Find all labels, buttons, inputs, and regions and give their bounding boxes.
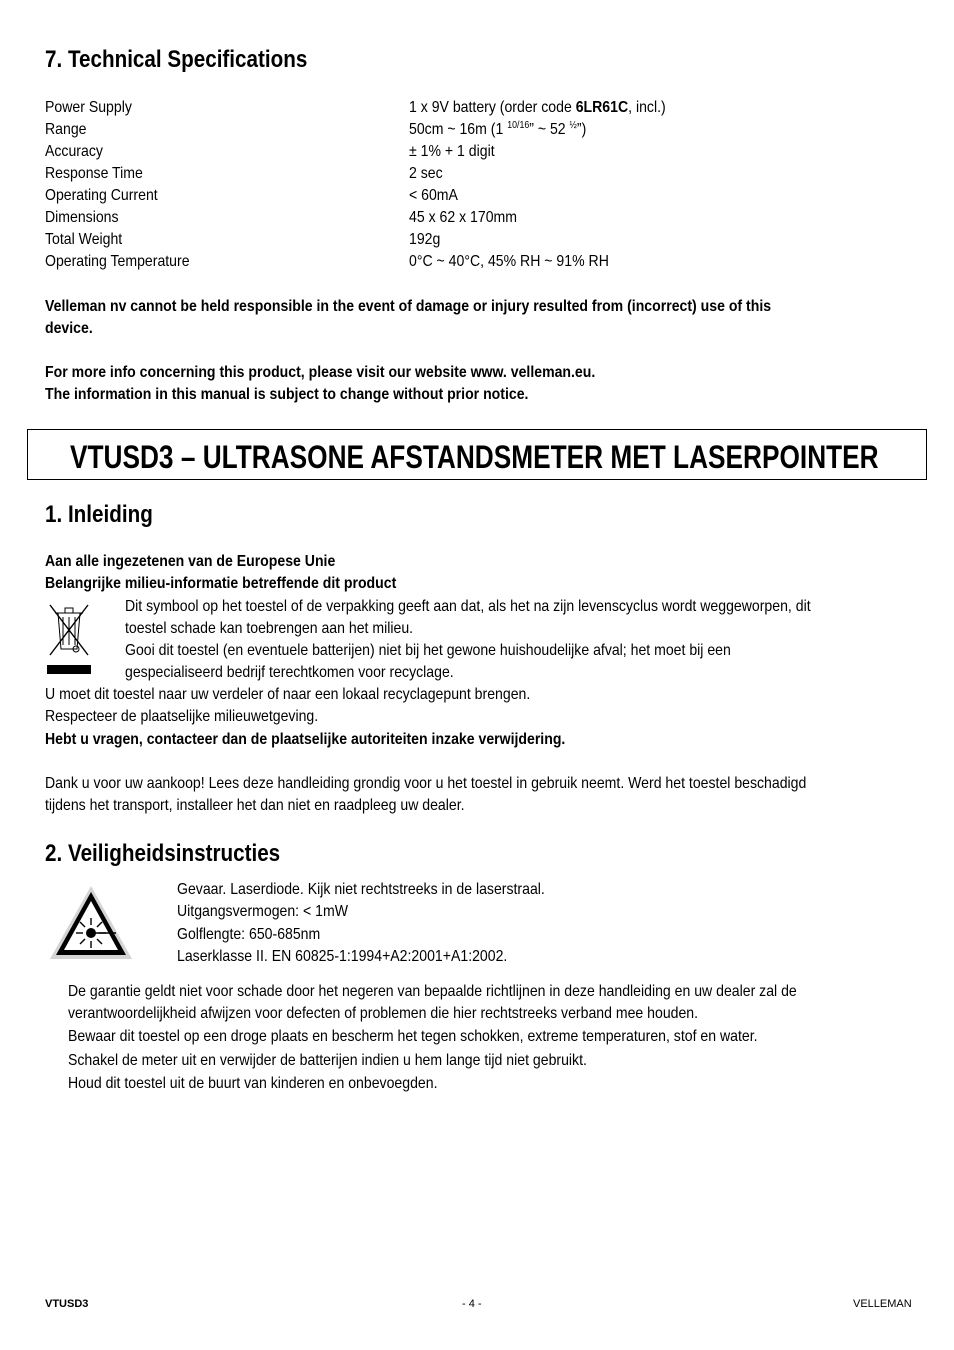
- laser-info-line: Laserklasse II. EN 60825-1:1994+A2:2001+A1:2002.: [177, 948, 508, 965]
- footer-page-number: - 4 -: [462, 1298, 482, 1310]
- disclaimer-text: Velleman nv cannot be held responsible in the event of damage or injury resulted from (incorrect) use of this: [45, 298, 772, 315]
- section-heading-technical-specifications: 7. Technical Specifications: [45, 46, 308, 73]
- disclaimer-text: device.: [45, 320, 93, 337]
- laser-info-line: Golflengte: 650-685nm: [177, 926, 321, 943]
- safety-text: Houd dit toestel uit de buurt van kinderen en onbevoegden.: [68, 1075, 438, 1092]
- thanks-text: tijdens het transport, installeer het dan niet en raadpleeg uw dealer.: [45, 797, 465, 814]
- spec-row: [45, 163, 905, 185]
- crossed-out-wheelie-bin-icon: [47, 599, 95, 677]
- spec-row: [45, 97, 905, 119]
- spec-value: 0°C ~ 40°C, 45% RH ~ 91% RH: [409, 253, 609, 270]
- info-text: For more info concerning this product, please visit our website www. velleman.eu.: [45, 364, 596, 381]
- spec-value: 50cm ~ 16m (1 $^{10/16}$” ~ 52 $^{\frac{1}{2}}$”): [409, 120, 587, 138]
- spec-label: Accuracy: [45, 143, 103, 160]
- spec-row: [45, 207, 905, 229]
- subheading: Belangrijke milieu-informatie betreffende dit product: [45, 575, 397, 592]
- footer-model: VTUSD3: [45, 1298, 89, 1310]
- spec-value: 2 sec: [409, 165, 443, 182]
- spec-value: 192g: [409, 231, 441, 248]
- spec-value: < 60mA: [409, 187, 458, 204]
- laser-warning-icon: [48, 883, 134, 961]
- spec-value: 1 x 9V battery (order code 6LR61C, incl.): [409, 99, 666, 116]
- weee-text: Gooi dit toestel (en eventuele batterijen) niet bij het gewone huishoudelijke afval; het moet bij een: [125, 642, 731, 659]
- warranty-text: De garantie geldt niet voor schade door het negeren van bepaalde richtlijnen in deze handleiding en uw dealer zal de: [68, 983, 797, 1000]
- weee-text: gespecialiseerd bedrijf terechtkomen voor recyclage.: [125, 664, 454, 681]
- body-text-bold: Hebt u vragen, contacteer dan de plaatselijke autoriteiten inzake verwijdering.: [45, 731, 566, 748]
- spec-label: Response Time: [45, 165, 143, 182]
- spec-label: Dimensions: [45, 209, 119, 226]
- document-title: VTUSD3 – ULTRASONE AFSTANDSMETER MET LASERPOINTER: [70, 439, 879, 475]
- weee-text: toestel schade kan toebrengen aan het milieu.: [125, 620, 414, 637]
- spec-row: [45, 251, 905, 273]
- spec-row: [45, 229, 905, 251]
- warranty-text: verantwoordelijkheid afwijzen voor defecten of problemen die hier rechtstreeks verband mee houden.: [68, 1005, 699, 1022]
- spec-label: Operating Temperature: [45, 253, 190, 270]
- spec-value: 45 x 62 x 170mm: [409, 209, 518, 226]
- spec-label: Range: [45, 121, 87, 138]
- spec-label: Operating Current: [45, 187, 158, 204]
- spec-row: [45, 141, 905, 163]
- info-text: The information in this manual is subject to change without prior notice.: [45, 386, 529, 403]
- body-text: Respecteer de plaatselijke milieuwetgeving.: [45, 708, 319, 725]
- spec-row: [45, 119, 905, 141]
- weee-text: Dit symbool op het toestel of de verpakking geeft aan dat, als het na zijn levenscyclus wordt weggeworpen, dit: [125, 598, 811, 615]
- spec-label: Power Supply: [45, 99, 132, 116]
- laser-info-line: Uitgangsvermogen: < 1mW: [177, 903, 348, 920]
- section-heading-inleiding: 1. Inleiding: [45, 501, 153, 528]
- spec-label: Total Weight: [45, 231, 123, 248]
- section-heading-veiligheidsinstructies: 2. Veiligheidsinstructies: [45, 840, 281, 867]
- document-title-box: [27, 429, 927, 480]
- footer-brand: VELLEMAN: [853, 1298, 912, 1310]
- laser-info-line: Gevaar. Laserdiode. Kijk niet rechtstreeks in de laserstraal.: [177, 881, 545, 898]
- safety-text: Bewaar dit toestel op een droge plaats en bescherm het tegen schokken, extreme temperaturen, stof en water.: [68, 1028, 758, 1045]
- safety-text: Schakel de meter uit en verwijder de batterijen indien u hem lange tijd niet gebruikt.: [68, 1052, 587, 1069]
- body-text: U moet dit toestel naar uw verdeler of naar een lokaal recyclagepunt brengen.: [45, 686, 531, 703]
- subheading: Aan alle ingezetenen van de Europese Unie: [45, 553, 336, 570]
- spec-row: [45, 185, 905, 207]
- spec-value: ± 1% + 1 digit: [409, 143, 495, 160]
- thanks-text: Dank u voor uw aankoop! Lees deze handleiding grondig voor u het toestel in gebruik neemt. Werd het toestel beschadigd: [45, 775, 807, 792]
